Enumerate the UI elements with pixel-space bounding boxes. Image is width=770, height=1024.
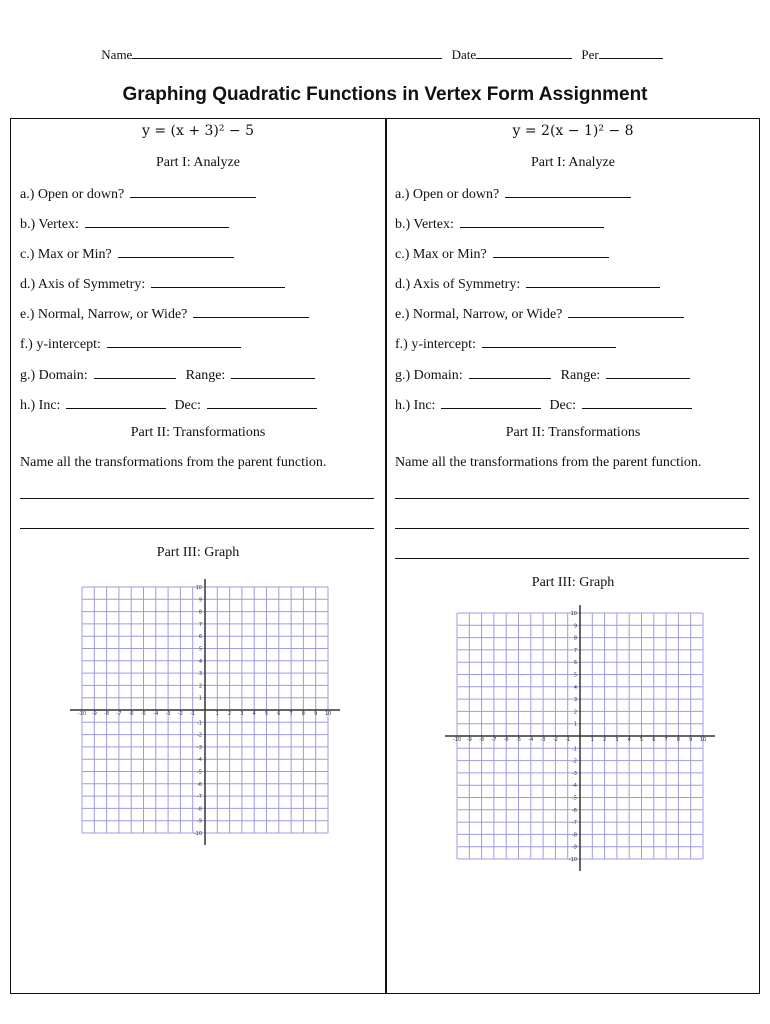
x-tick-label: -1: [190, 711, 196, 717]
x-tick-label: 9: [689, 737, 693, 743]
y-tick-label: 2: [573, 709, 577, 716]
x-tick-label: -9: [466, 737, 472, 743]
x-tick-label: 10: [324, 711, 332, 717]
x-tick-label: 7: [289, 711, 293, 717]
answer-open-2[interactable]: [505, 185, 631, 198]
y-tick-label: -5: [197, 769, 202, 776]
question-inc-dec-1: h.) Inc: Dec:: [20, 396, 317, 414]
y-tick-label: -10: [193, 831, 202, 837]
equation-1: y = (x + 3)² − 5: [141, 123, 255, 139]
x-tick-label: -5: [516, 737, 521, 743]
x-tick-label: 4: [252, 711, 256, 717]
y-tick-label: -9: [572, 844, 577, 851]
y-tick-label: -7: [197, 794, 202, 801]
y-tick-label: -8: [572, 832, 577, 839]
y-tick-label: -6: [572, 807, 577, 814]
x-tick-label: 8: [676, 737, 680, 743]
y-tick-label: 9: [198, 597, 202, 604]
y-tick-label: 8: [573, 635, 577, 642]
x-tick-label: 5: [639, 737, 644, 743]
part2-prompt-2: Name all the transformations from the parent function.: [395, 455, 702, 470]
y-tick-label: -7: [572, 820, 577, 827]
question-open-2: a.) Open or down?: [395, 185, 631, 203]
date-field[interactable]: [476, 46, 572, 59]
x-tick-label: 1: [590, 737, 594, 743]
y-tick-label: 3: [198, 671, 202, 678]
question-axis-1: d.) Axis of Symmetry:: [20, 275, 285, 293]
y-tick-label: 1: [573, 721, 577, 728]
transformations-line-2c[interactable]: [395, 558, 749, 559]
question-width-2: e.) Normal, Narrow, or Wide?: [395, 305, 684, 323]
problem-column-2: [395, 119, 755, 993]
x-tick-label: 6: [652, 737, 656, 743]
x-tick-label: -4: [153, 711, 159, 717]
x-tick-label: -2: [552, 737, 558, 743]
x-tick-label: 7: [664, 737, 668, 743]
question-open-1: a.) Open or down?: [20, 185, 256, 203]
part2-title-2: Part II: Transformations: [505, 425, 641, 440]
column-divider: [385, 119, 387, 993]
x-tick-label: 1: [215, 711, 219, 717]
answer-vertex-2[interactable]: [460, 215, 604, 228]
part3-title-2: Part III: Graph: [531, 575, 615, 590]
answer-maxmin-2[interactable]: [493, 245, 609, 258]
date-label: Date: [451, 47, 477, 62]
question-domain-range-1: g.) Domain: Range:: [20, 366, 315, 384]
x-tick-label: -3: [165, 711, 171, 717]
y-tick-label: 4: [573, 684, 577, 691]
y-tick-label: -3: [572, 770, 577, 777]
part2-title-1: Part II: Transformations: [130, 425, 266, 440]
answer-vertex-1[interactable]: [85, 215, 229, 228]
x-tick-label: -6: [503, 737, 509, 743]
x-tick-label: -8: [104, 711, 110, 717]
page-title: Graphing Quadratic Functions in Vertex Form Assignment: [122, 84, 648, 105]
per-label: Per: [581, 47, 599, 62]
x-tick-label: 3: [615, 737, 619, 743]
x-tick-label: -2: [177, 711, 183, 717]
y-tick-label: 7: [573, 647, 577, 654]
x-tick-label: -10: [452, 737, 462, 743]
part1-title-1: Part I: Analyze: [156, 155, 240, 170]
x-tick-label: 8: [301, 711, 305, 717]
question-axis-2: d.) Axis of Symmetry:: [395, 275, 660, 293]
question-maxmin-2: c.) Max or Min?: [395, 245, 609, 263]
question-yint-2: f.) y-intercept:: [395, 335, 616, 353]
y-tick-label: -1: [197, 720, 202, 727]
answer-maxmin-1[interactable]: [118, 245, 234, 258]
assignment-table: [10, 118, 760, 994]
x-tick-label: -8: [479, 737, 485, 743]
equation-2: y = 2(x − 1)² − 8: [512, 123, 634, 139]
y-tick-label: 6: [573, 660, 577, 667]
y-tick-label: 10: [570, 611, 577, 617]
x-tick-label: 2: [603, 737, 607, 743]
answer-domain-2[interactable]: [469, 366, 551, 379]
y-tick-label: -5: [572, 795, 577, 802]
y-tick-label: -4: [572, 783, 577, 790]
answer-domain-1[interactable]: [94, 366, 176, 379]
y-tick-label: 6: [198, 634, 202, 641]
y-tick-label: 2: [198, 683, 202, 690]
question-yint-1: f.) y-intercept:: [20, 335, 241, 353]
answer-dec-1[interactable]: [207, 396, 317, 409]
x-tick-label: -6: [128, 711, 134, 717]
part1-title-2: Part I: Analyze: [531, 155, 615, 170]
x-tick-label: -7: [491, 737, 497, 743]
y-tick-label: 4: [198, 658, 202, 665]
answer-inc-1[interactable]: [66, 396, 166, 409]
transformations-line-2a[interactable]: [395, 498, 749, 499]
y-tick-label: 5: [198, 646, 202, 653]
x-tick-label: -9: [91, 711, 97, 717]
y-tick-label: -6: [197, 781, 202, 788]
name-field[interactable]: [132, 46, 442, 59]
part3-title-1: Part III: Graph: [156, 545, 240, 560]
y-tick-label: 9: [573, 623, 577, 630]
coordinate-grid-2[interactable]: [441, 601, 721, 881]
answer-dec-2[interactable]: [582, 396, 692, 409]
answer-range-1[interactable]: [231, 366, 315, 379]
x-tick-label: 4: [627, 737, 631, 743]
y-tick-label: 7: [198, 621, 202, 628]
x-tick-label: -10: [77, 711, 87, 717]
transformations-line-2b[interactable]: [395, 528, 749, 529]
x-tick-label: 2: [228, 711, 232, 717]
x-tick-label: 9: [314, 711, 318, 717]
y-tick-label: 10: [195, 585, 202, 591]
x-tick-label: -7: [116, 711, 122, 717]
y-tick-label: 8: [198, 609, 202, 616]
x-tick-label: -5: [141, 711, 146, 717]
transformations-line-1b[interactable]: [20, 528, 374, 529]
x-tick-label: 5: [264, 711, 269, 717]
y-tick-label: 3: [573, 697, 577, 704]
name-label: Name: [101, 47, 133, 62]
y-tick-label: -3: [197, 744, 202, 751]
answer-yint-2[interactable]: [482, 335, 616, 348]
y-tick-label: -9: [197, 818, 202, 825]
part2-prompt-1: Name all the transformations from the parent function.: [20, 455, 327, 470]
question-vertex-2: b.) Vertex:: [395, 215, 604, 233]
coordinate-grid-1[interactable]: [66, 575, 346, 855]
student-info-header: [0, 46, 770, 63]
question-domain-range-2: g.) Domain: Range:: [395, 366, 690, 384]
y-tick-label: 1: [198, 695, 202, 702]
question-maxmin-1: c.) Max or Min?: [20, 245, 234, 263]
transformations-line-1a[interactable]: [20, 498, 374, 499]
y-tick-label: -4: [197, 757, 202, 764]
question-inc-dec-2: h.) Inc: Dec:: [395, 396, 692, 414]
answer-range-2[interactable]: [606, 366, 690, 379]
answer-width-2[interactable]: [568, 305, 684, 318]
period-field[interactable]: [599, 46, 663, 59]
question-vertex-1: b.) Vertex:: [20, 215, 229, 233]
answer-inc-2[interactable]: [441, 396, 541, 409]
x-tick-label: 10: [699, 737, 707, 743]
y-tick-label: -10: [568, 857, 577, 863]
answer-open-1[interactable]: [130, 185, 256, 198]
problem-column-1: [20, 119, 380, 993]
answer-width-1[interactable]: [193, 305, 309, 318]
answer-axis-2[interactable]: [526, 275, 660, 288]
answer-axis-1[interactable]: [151, 275, 285, 288]
x-tick-label: -3: [540, 737, 546, 743]
y-tick-label: -2: [197, 732, 202, 739]
x-tick-label: 6: [277, 711, 281, 717]
y-tick-label: -2: [572, 758, 577, 765]
answer-yint-1[interactable]: [107, 335, 241, 348]
y-tick-label: 5: [573, 672, 577, 679]
y-tick-label: -8: [197, 806, 202, 813]
question-width-1: e.) Normal, Narrow, or Wide?: [20, 305, 309, 323]
y-tick-label: -1: [572, 746, 577, 753]
x-tick-label: -1: [565, 737, 571, 743]
x-tick-label: -4: [528, 737, 534, 743]
x-tick-label: 3: [240, 711, 244, 717]
